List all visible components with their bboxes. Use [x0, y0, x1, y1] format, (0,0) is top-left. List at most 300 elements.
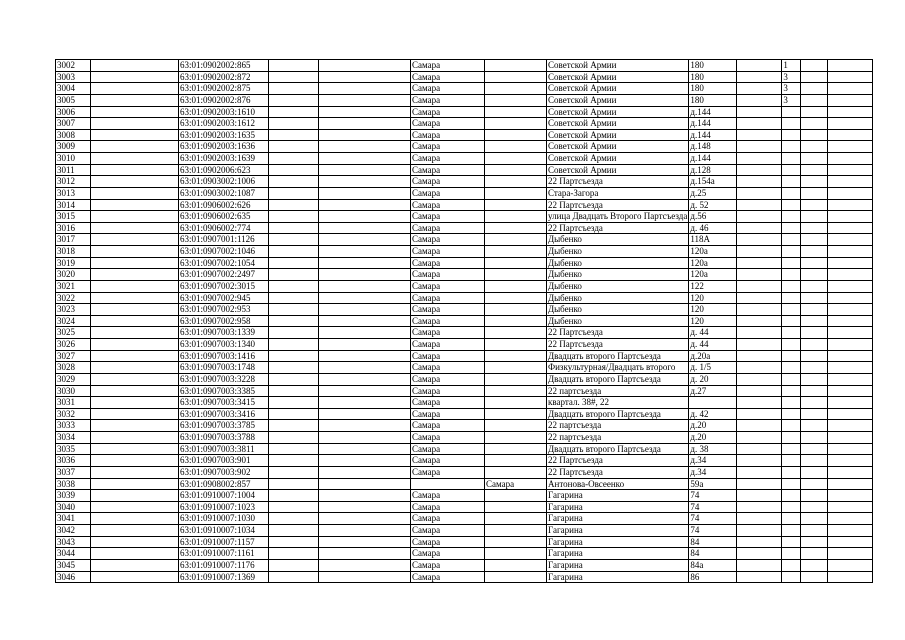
- blank-cell-f: [828, 525, 873, 537]
- cadastral-number-cell: 63:01:0910007:1023: [179, 501, 269, 513]
- extra-number-cell: [782, 525, 801, 537]
- blank-cell-e: [801, 129, 828, 141]
- table-row: [56, 71, 873, 83]
- extra-number-cell: [782, 211, 801, 223]
- city-cell: Самара: [411, 292, 485, 304]
- extra-number-cell: [782, 362, 801, 374]
- blank-cell-c: [319, 129, 411, 141]
- extra-number-cell: [782, 176, 801, 188]
- blank-cell-e: [801, 385, 828, 397]
- blank-cell-b: [269, 432, 319, 444]
- blank-cell-f: [828, 153, 873, 165]
- blank-cell-f: [828, 490, 873, 502]
- blank-cell-e: [801, 548, 828, 560]
- house-cell: 180: [689, 60, 737, 72]
- house-cell: 74: [689, 513, 737, 525]
- blank-cell-b: [269, 280, 319, 292]
- blank-cell-a: [91, 280, 179, 292]
- row-number-cell: 3028: [56, 362, 91, 374]
- blank-cell-e: [801, 269, 828, 281]
- blank-cell-a: [91, 490, 179, 502]
- city-cell: Самара: [411, 432, 485, 444]
- house-cell: д. 52: [689, 199, 737, 211]
- blank-cell-e: [801, 397, 828, 409]
- table-row: [56, 153, 873, 165]
- blank-cell-a: [91, 513, 179, 525]
- alt-city-cell: [485, 559, 547, 571]
- blank-cell-a: [91, 141, 179, 153]
- blank-cell-b: [269, 501, 319, 513]
- blank-cell-b: [269, 234, 319, 246]
- alt-city-cell: [485, 571, 547, 583]
- blank-cell-d: [737, 141, 782, 153]
- blank-cell-d: [737, 432, 782, 444]
- blank-cell-b: [269, 187, 319, 199]
- blank-cell-d: [737, 199, 782, 211]
- blank-cell-a: [91, 118, 179, 130]
- blank-cell-d: [737, 478, 782, 490]
- registry-table: [55, 59, 873, 583]
- extra-number-cell: [782, 490, 801, 502]
- blank-cell-d: [737, 269, 782, 281]
- blank-cell-d: [737, 420, 782, 432]
- cadastral-number-cell: 63:01:0906002:774: [179, 222, 269, 234]
- extra-number-cell: [782, 443, 801, 455]
- cadastral-number-cell: 63:01:0902003:1639: [179, 153, 269, 165]
- blank-cell-a: [91, 373, 179, 385]
- blank-cell-a: [91, 269, 179, 281]
- row-number-cell: 3011: [56, 164, 91, 176]
- row-number-cell: 3030: [56, 385, 91, 397]
- row-number-cell: 3017: [56, 234, 91, 246]
- extra-number-cell: 1: [782, 60, 801, 72]
- row-number-cell: 3008: [56, 129, 91, 141]
- alt-city-cell: [485, 269, 547, 281]
- extra-number-cell: [782, 199, 801, 211]
- blank-cell-b: [269, 269, 319, 281]
- blank-cell-f: [828, 71, 873, 83]
- alt-city-cell: [485, 327, 547, 339]
- blank-cell-c: [319, 513, 411, 525]
- blank-cell-b: [269, 83, 319, 95]
- blank-cell-c: [319, 490, 411, 502]
- row-number-cell: 3002: [56, 60, 91, 72]
- blank-cell-c: [319, 443, 411, 455]
- blank-cell-e: [801, 350, 828, 362]
- table-row: [56, 548, 873, 560]
- alt-city-cell: [485, 304, 547, 316]
- blank-cell-a: [91, 478, 179, 490]
- blank-cell-c: [319, 199, 411, 211]
- blank-cell-a: [91, 536, 179, 548]
- blank-cell-a: [91, 187, 179, 199]
- blank-cell-d: [737, 292, 782, 304]
- street-cell: Советской Армии: [547, 71, 689, 83]
- city-cell: Самара: [411, 466, 485, 478]
- blank-cell-a: [91, 525, 179, 537]
- alt-city-cell: [485, 513, 547, 525]
- blank-cell-b: [269, 350, 319, 362]
- row-number-cell: 3029: [56, 373, 91, 385]
- blank-cell-e: [801, 501, 828, 513]
- city-cell: Самара: [411, 339, 485, 351]
- blank-cell-e: [801, 106, 828, 118]
- blank-cell-a: [91, 420, 179, 432]
- blank-cell-a: [91, 292, 179, 304]
- alt-city-cell: [485, 397, 547, 409]
- city-cell: Самара: [411, 222, 485, 234]
- cadastral-number-cell: 63:01:0903002:1006: [179, 176, 269, 188]
- house-cell: д.20: [689, 420, 737, 432]
- city-cell: Самара: [411, 187, 485, 199]
- table-row: [56, 571, 873, 583]
- blank-cell-b: [269, 327, 319, 339]
- blank-cell-e: [801, 339, 828, 351]
- blank-cell-e: [801, 443, 828, 455]
- blank-cell-c: [319, 234, 411, 246]
- city-cell: Самара: [411, 211, 485, 223]
- alt-city-cell: [485, 501, 547, 513]
- extra-number-cell: [782, 246, 801, 258]
- row-number-cell: 3031: [56, 397, 91, 409]
- city-cell: Самара: [411, 141, 485, 153]
- blank-cell-b: [269, 94, 319, 106]
- house-cell: д. 1/5: [689, 362, 737, 374]
- alt-city-cell: [485, 234, 547, 246]
- blank-cell-b: [269, 129, 319, 141]
- blank-cell-e: [801, 559, 828, 571]
- blank-cell-f: [828, 432, 873, 444]
- street-cell: Советской Армии: [547, 153, 689, 165]
- blank-cell-c: [319, 60, 411, 72]
- blank-cell-d: [737, 176, 782, 188]
- street-cell: Гагарина: [547, 525, 689, 537]
- blank-cell-f: [828, 246, 873, 258]
- blank-cell-c: [319, 118, 411, 130]
- city-cell: Самара: [411, 455, 485, 467]
- blank-cell-a: [91, 501, 179, 513]
- blank-cell-a: [91, 327, 179, 339]
- house-cell: д. 20: [689, 373, 737, 385]
- row-number-cell: 3024: [56, 315, 91, 327]
- blank-cell-d: [737, 94, 782, 106]
- extra-number-cell: [782, 420, 801, 432]
- blank-cell-e: [801, 118, 828, 130]
- row-number-cell: 3014: [56, 199, 91, 211]
- blank-cell-e: [801, 490, 828, 502]
- blank-cell-b: [269, 490, 319, 502]
- alt-city-cell: [485, 420, 547, 432]
- alt-city-cell: [485, 408, 547, 420]
- blank-cell-d: [737, 455, 782, 467]
- blank-cell-f: [828, 548, 873, 560]
- extra-number-cell: 3: [782, 71, 801, 83]
- extra-number-cell: 3: [782, 83, 801, 95]
- blank-cell-a: [91, 164, 179, 176]
- city-cell: Самара: [411, 269, 485, 281]
- table-row: [56, 199, 873, 211]
- street-cell: Гагарина: [547, 536, 689, 548]
- blank-cell-a: [91, 153, 179, 165]
- cadastral-number-cell: 63:01:0907002:958: [179, 315, 269, 327]
- cadastral-number-cell: 63:01:0907003:1748: [179, 362, 269, 374]
- street-cell: Гагарина: [547, 548, 689, 560]
- blank-cell-e: [801, 571, 828, 583]
- blank-cell-d: [737, 548, 782, 560]
- blank-cell-c: [319, 525, 411, 537]
- street-cell: Двадцать второго Партсъезда: [547, 408, 689, 420]
- blank-cell-d: [737, 408, 782, 420]
- blank-cell-e: [801, 432, 828, 444]
- blank-cell-c: [319, 373, 411, 385]
- city-cell: Самара: [411, 397, 485, 409]
- cadastral-number-cell: 63:01:0902003:1610: [179, 106, 269, 118]
- cadastral-number-cell: 63:01:0902002:872: [179, 71, 269, 83]
- blank-cell-f: [828, 385, 873, 397]
- street-cell: Дыбенко: [547, 234, 689, 246]
- city-cell: Самара: [411, 106, 485, 118]
- cadastral-number-cell: 63:01:0907003:1416: [179, 350, 269, 362]
- blank-cell-f: [828, 443, 873, 455]
- blank-cell-f: [828, 466, 873, 478]
- table-row: [56, 292, 873, 304]
- alt-city-cell: [485, 385, 547, 397]
- city-cell: Самара: [411, 548, 485, 560]
- alt-city-cell: [485, 176, 547, 188]
- blank-cell-f: [828, 559, 873, 571]
- blank-cell-a: [91, 432, 179, 444]
- blank-cell-a: [91, 455, 179, 467]
- city-cell: Самара: [411, 176, 485, 188]
- blank-cell-d: [737, 164, 782, 176]
- blank-cell-f: [828, 536, 873, 548]
- row-number-cell: 3038: [56, 478, 91, 490]
- table-row: [56, 246, 873, 258]
- alt-city-cell: [485, 164, 547, 176]
- table-row: [56, 222, 873, 234]
- extra-number-cell: [782, 571, 801, 583]
- street-cell: Двадцать второго Партсъезда: [547, 373, 689, 385]
- cadastral-number-cell: 63:01:0908002:857: [179, 478, 269, 490]
- cadastral-number-cell: 63:01:0906002:626: [179, 199, 269, 211]
- row-number-cell: 3033: [56, 420, 91, 432]
- blank-cell-f: [828, 94, 873, 106]
- alt-city-cell: [485, 83, 547, 95]
- blank-cell-c: [319, 222, 411, 234]
- blank-cell-c: [319, 327, 411, 339]
- blank-cell-d: [737, 490, 782, 502]
- row-number-cell: 3006: [56, 106, 91, 118]
- table-row: [56, 60, 873, 72]
- city-cell: Самара: [411, 408, 485, 420]
- blank-cell-b: [269, 141, 319, 153]
- house-cell: 118А: [689, 234, 737, 246]
- blank-cell-e: [801, 176, 828, 188]
- cadastral-number-cell: 63:01:0902006:623: [179, 164, 269, 176]
- blank-cell-c: [319, 339, 411, 351]
- table-row: [56, 408, 873, 420]
- blank-cell-e: [801, 327, 828, 339]
- extra-number-cell: [782, 408, 801, 420]
- alt-city-cell: [485, 362, 547, 374]
- blank-cell-a: [91, 571, 179, 583]
- street-cell: Двадцать второго Партсъезда: [547, 443, 689, 455]
- row-number-cell: 3019: [56, 257, 91, 269]
- extra-number-cell: [782, 350, 801, 362]
- city-cell: Самара: [411, 501, 485, 513]
- house-cell: [689, 397, 737, 409]
- extra-number-cell: [782, 397, 801, 409]
- table-row: [56, 443, 873, 455]
- blank-cell-e: [801, 257, 828, 269]
- house-cell: 74: [689, 490, 737, 502]
- blank-cell-d: [737, 257, 782, 269]
- blank-cell-a: [91, 466, 179, 478]
- street-cell: квартал. 38#, 22: [547, 397, 689, 409]
- house-cell: д.128: [689, 164, 737, 176]
- blank-cell-b: [269, 315, 319, 327]
- blank-cell-d: [737, 211, 782, 223]
- row-number-cell: 3015: [56, 211, 91, 223]
- house-cell: 74: [689, 501, 737, 513]
- house-cell: д.20: [689, 432, 737, 444]
- blank-cell-a: [91, 71, 179, 83]
- blank-cell-c: [319, 315, 411, 327]
- house-cell: 84: [689, 548, 737, 560]
- extra-number-cell: [782, 559, 801, 571]
- table-row: [56, 350, 873, 362]
- blank-cell-e: [801, 466, 828, 478]
- house-cell: д.144: [689, 118, 737, 130]
- blank-cell-d: [737, 327, 782, 339]
- blank-cell-c: [319, 385, 411, 397]
- blank-cell-b: [269, 106, 319, 118]
- table-row: [56, 478, 873, 490]
- house-cell: 120а: [689, 257, 737, 269]
- row-number-cell: 3042: [56, 525, 91, 537]
- street-cell: Гагарина: [547, 571, 689, 583]
- row-number-cell: 3037: [56, 466, 91, 478]
- street-cell: улица Двадцать Второго Партсъезда: [548, 211, 688, 222]
- alt-city-cell: [485, 106, 547, 118]
- table-row: [56, 339, 873, 351]
- extra-number-cell: [782, 432, 801, 444]
- blank-cell-b: [269, 525, 319, 537]
- alt-city-cell: [485, 525, 547, 537]
- city-cell: Самара: [411, 60, 485, 72]
- blank-cell-c: [319, 571, 411, 583]
- blank-cell-b: [269, 211, 319, 223]
- blank-cell-f: [828, 176, 873, 188]
- alt-city-cell: Самара: [485, 478, 547, 490]
- street-cell: Двадцать второго Партсъезда: [547, 350, 689, 362]
- house-cell: д. 38: [689, 443, 737, 455]
- alt-city-cell: [485, 280, 547, 292]
- extra-number-cell: [782, 257, 801, 269]
- alt-city-cell: [485, 246, 547, 258]
- blank-cell-f: [828, 141, 873, 153]
- blank-cell-a: [91, 83, 179, 95]
- blank-cell-d: [737, 187, 782, 199]
- city-cell: Самара: [411, 350, 485, 362]
- cadastral-number-cell: 63:01:0902002:875: [179, 83, 269, 95]
- blank-cell-f: [828, 222, 873, 234]
- blank-cell-e: [801, 234, 828, 246]
- street-cell: Советской Армии: [547, 141, 689, 153]
- blank-cell-c: [319, 420, 411, 432]
- blank-cell-d: [737, 466, 782, 478]
- house-cell: 84а: [689, 559, 737, 571]
- street-cell: Дыбенко: [547, 280, 689, 292]
- city-cell: Самара: [411, 443, 485, 455]
- row-number-cell: 3018: [56, 246, 91, 258]
- table-row: [56, 269, 873, 281]
- blank-cell-d: [737, 129, 782, 141]
- blank-cell-b: [269, 246, 319, 258]
- table-row: [56, 420, 873, 432]
- blank-cell-f: [828, 501, 873, 513]
- blank-cell-f: [828, 129, 873, 141]
- extra-number-cell: [782, 292, 801, 304]
- blank-cell-c: [319, 432, 411, 444]
- cadastral-number-cell: 63:01:0907002:2497: [179, 269, 269, 281]
- street-cell: 22 Партсъезда: [547, 222, 689, 234]
- blank-cell-a: [91, 60, 179, 72]
- street-cell: Советской Армии: [547, 94, 689, 106]
- extra-number-cell: [782, 234, 801, 246]
- blank-cell-f: [828, 478, 873, 490]
- table-row: [56, 466, 873, 478]
- street-cell: Советской Армии: [547, 129, 689, 141]
- blank-cell-b: [269, 60, 319, 72]
- cadastral-number-cell: 63:01:0907003:3415: [179, 397, 269, 409]
- alt-city-cell: [485, 153, 547, 165]
- extra-number-cell: [782, 129, 801, 141]
- blank-cell-c: [319, 292, 411, 304]
- city-cell: Самара: [411, 559, 485, 571]
- house-cell: д.154а: [689, 176, 737, 188]
- blank-cell-e: [801, 83, 828, 95]
- cadastral-number-cell: 63:01:0907002:1054: [179, 257, 269, 269]
- blank-cell-e: [801, 71, 828, 83]
- row-number-cell: 3040: [56, 501, 91, 513]
- table-row: [56, 490, 873, 502]
- blank-cell-f: [828, 292, 873, 304]
- house-cell: д. 44: [689, 339, 737, 351]
- blank-cell-b: [269, 478, 319, 490]
- house-cell: 120: [689, 304, 737, 316]
- house-cell: 120а: [689, 269, 737, 281]
- table-row: [56, 513, 873, 525]
- row-number-cell: 3012: [56, 176, 91, 188]
- blank-cell-a: [91, 304, 179, 316]
- blank-cell-f: [828, 397, 873, 409]
- blank-cell-a: [91, 106, 179, 118]
- street-cell: 22 Партсъезда: [547, 339, 689, 351]
- city-cell: Самара: [411, 571, 485, 583]
- table-row: [56, 362, 873, 374]
- cadastral-number-cell: 63:01:0907002:3015: [179, 280, 269, 292]
- extra-number-cell: [782, 548, 801, 560]
- blank-cell-b: [269, 176, 319, 188]
- city-cell: Самара: [411, 94, 485, 106]
- row-number-cell: 3022: [56, 292, 91, 304]
- blank-cell-c: [319, 153, 411, 165]
- street-cell: 22 Партсъезда: [547, 466, 689, 478]
- table-row: [56, 327, 873, 339]
- blank-cell-d: [737, 234, 782, 246]
- blank-cell-a: [91, 222, 179, 234]
